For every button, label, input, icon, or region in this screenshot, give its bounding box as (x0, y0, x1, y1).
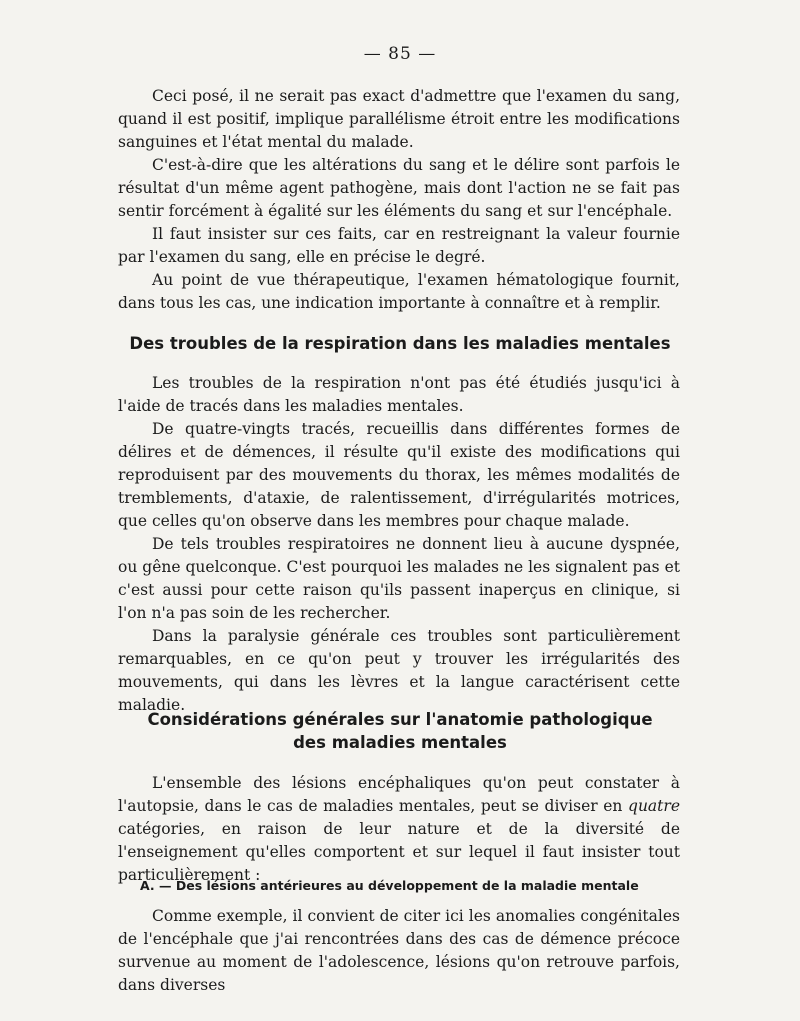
text-span: L'ensemble des lésions encéphaliques qu'on peut constater à l'autopsie, dans le cas de maladies mentales, peut se diviser en (118, 774, 680, 815)
paragraph: Il faut insister sur ces faits, car en restreignant la valeur fournie par l'examen du sang, elle en précise le degré. (118, 225, 680, 266)
paragraph (118, 772, 680, 887)
paragraph: De quatre-vingts tracés, recueillis dans différentes formes de délires et de démences, il résulte qu'il existe des modifications qui reproduisent par des mouvements du thorax, les mêmes modalités de tremblements, d'ataxie, de ralentissement, d'irrégularités motrices, que celles qu'on observe dans les membres pour chaque malade. (118, 420, 680, 530)
heading-line: des maladies mentales (293, 733, 507, 752)
paragraph: Comme exemple, il convient de citer ici les anomalies congénitales de l'encéphale que j'ai rencontrées dans des cas de démence précoce survenue au moment de l'adolescence, lésions qu'on retrouve parfois, dans diverses (118, 907, 680, 994)
page-number: — 85 — (363, 44, 437, 64)
paragraph: Les troubles de la respiration n'ont pas été étudiés jusqu'ici à l'aide de tracés dans les maladies mentales. (118, 374, 680, 415)
anatomie-intro-block (118, 772, 680, 887)
text-span: catégories, en raison de leur nature et de la diversité de l'enseignement qu'elles comportent et sur lequel il faut insister tout particulièrement : (118, 820, 680, 884)
subsection-heading-a: A. — Des lésions antérieures au développement de la maladie mentale (140, 878, 639, 893)
section-heading-respiration: Des troubles de la respiration dans les maladies mentales (129, 334, 671, 353)
intro-text-block (118, 85, 680, 315)
paragraph: De tels troubles respiratoires ne donnent lieu à aucune dyspnée, ou gêne quelconque. C'est pourquoi les malades ne les signalent pas et c'est aussi pour cette raison qu'ils passent inaperçus en clinique, si l'on n'a pas soin de les rechercher. (118, 535, 680, 622)
respiration-text-block (118, 372, 680, 717)
section-heading-anatomie (100, 708, 700, 754)
paragraph: C'est-à-dire que les altérations du sang et le délire sont parfois le résultat d'un même agent pathogène, mais dont l'action ne se fait pas sentir forcément à égalité sur les éléments du sang et sur l'encéphale. (118, 156, 680, 220)
paragraph: Dans la paralysie générale ces troubles sont particulièrement remarquables, en ce qu'on peut y trouver les irrégularités des mouvements, qui dans les lèvres et la langue caractérisent cette maladie. (118, 627, 680, 714)
paragraph: Au point de vue thérapeutique, l'examen hématologique fournit, dans tous les cas, une indication importante à connaître et à remplir. (118, 271, 680, 312)
heading-line: Considérations générales sur l'anatomie pathologique (147, 710, 653, 729)
paragraph: Ceci posé, il ne serait pas exact d'admettre que l'examen du sang, quand il est positif, implique parallélisme étroit entre les modifications sanguines et l'état mental du malade. (118, 87, 680, 151)
subsection-a-text-block (118, 905, 680, 997)
emphasis-text: quatre (628, 797, 680, 815)
